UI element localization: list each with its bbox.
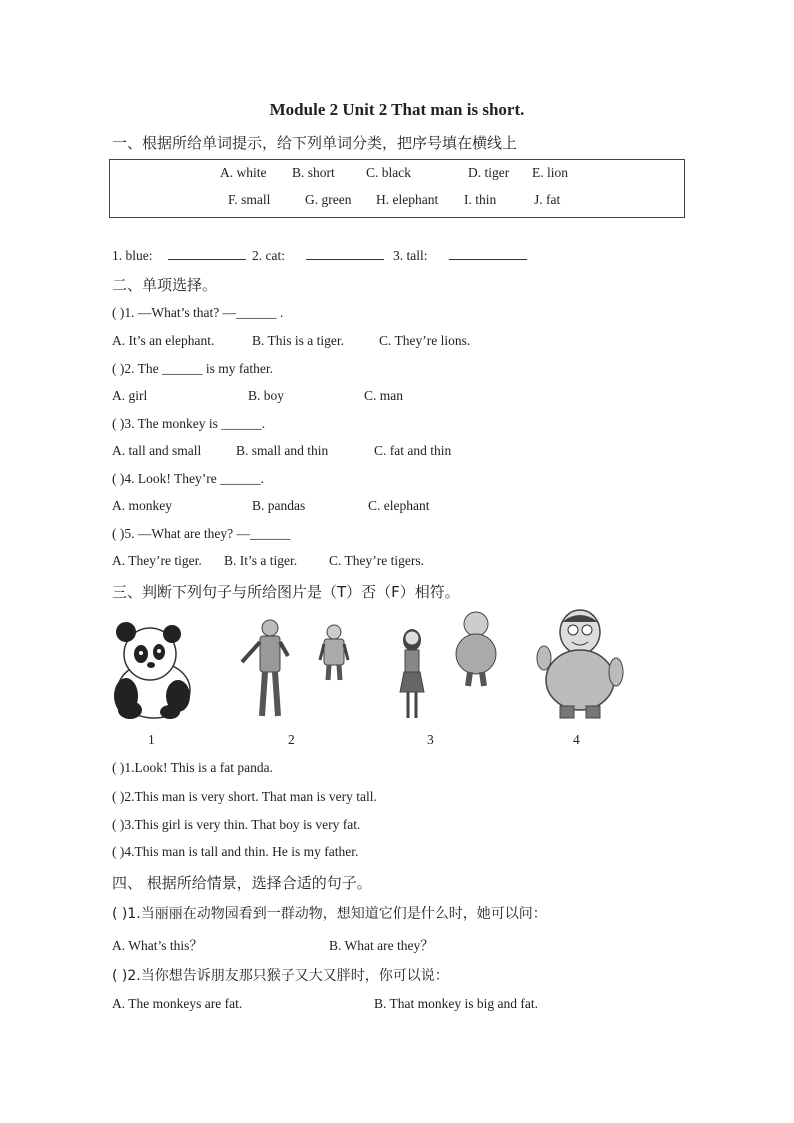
blank-blue[interactable] [168,247,246,260]
mc-q1-stem: ( )1. —What’s that? —______ . [112,305,284,320]
mc-q2-opt-c: C. man [364,388,403,403]
word-i: I. thin [464,192,497,207]
mc-q2-opt-b: B. boy [248,388,285,403]
mc-q4-opt-c: C. elephant [368,498,430,513]
tf-item-2: ( )2.This man is very short. That man is very tall. [112,789,377,804]
section4-heading: 四、 根据所给情景，选择合适的句子。 [112,874,372,892]
situation-q1: ( )1.当丽丽在动物园看到一群动物，想知道它们是什么时，她可以问： [112,906,547,922]
word-a: A. white [220,165,267,180]
blank-label-blue: 1. blue: [112,248,153,263]
word-c: C. black [366,165,411,180]
mc-q1-opt-a: A. It’s an elephant. [112,333,215,348]
section2-heading: 二、单项选择。 [112,276,218,294]
thin-girl-and-fat-boy-illustration [394,610,504,724]
situation-q2: ( )2.当你想告诉朋友那只猴子又大又胖时，你可以说： [112,968,449,984]
situation-q2-opt-a: A. The monkeys are fat. [112,996,243,1011]
blank-tall[interactable] [449,247,527,260]
page-title: Module 2 Unit 2 That man is short. [269,100,525,119]
mc-q4-opt-a: A. monkey [112,498,172,513]
blank-cat[interactable] [306,247,384,260]
mc-q2-opt-a: A. girl [112,388,148,403]
picture-label-2: 2 [288,732,295,747]
blank-line-3 [393,247,527,264]
mc-q1-opt-c: C. They’re lions. [379,333,471,348]
mc-q1-opt-b: B. This is a tiger. [252,333,345,348]
picture-label-3: 3 [427,732,434,747]
tf-item-1: ( )1.Look! This is a fat panda. [112,760,273,775]
situation-q1-opt-a: A. What’s this？ [112,938,203,953]
mc-q3-opt-c: C. fat and thin [374,443,452,458]
mc-q5-opt-a: A. They’re tiger. [112,553,202,568]
word-b: B. short [292,165,335,180]
blank-label-tall: 3. tall: [393,248,428,263]
word-e: E. lion [532,165,568,180]
fat-man-illustration [536,608,624,722]
situation-q1-opt-b: B. What are they？ [329,938,434,953]
blank-label-cat: 2. cat: [252,248,285,263]
mc-q5-opt-c: C. They’re tigers. [329,553,424,568]
situation-q2-opt-b: B. That monkey is big and fat. [374,996,538,1011]
blank-line-1 [112,247,246,264]
mc-q4-opt-b: B. pandas [252,498,306,513]
word-box [109,159,685,218]
panda-illustration [108,618,194,720]
mc-q2-stem: ( )2. The ______ is my father. [112,361,273,376]
tf-item-4: ( )4.This man is tall and thin. He is my father. [112,844,359,859]
section1-heading: 一、根据所给单词提示，给下列单词分类，把序号填在横线上 [112,134,518,152]
mc-q4-stem: ( )4. Look! They’re ______. [112,471,264,486]
word-f: F. small [228,192,271,207]
mc-q3-opt-b: B. small and thin [236,443,329,458]
mc-q5-stem: ( )5. —What are they? —______ [112,526,291,541]
blank-line-2 [252,247,384,264]
word-d: D. tiger [468,165,510,180]
picture-label-4: 4 [573,732,580,747]
tf-item-3: ( )3.This girl is very thin. That boy is very fat. [112,817,361,832]
section3-heading: 三、判断下列句子与所给图片是（T）否（F）相符。 [112,583,460,601]
picture-label-1: 1 [148,732,155,747]
mc-q3-opt-a: A. tall and small [112,443,202,458]
word-g: G. green [305,192,352,207]
word-h: H. elephant [376,192,439,207]
mc-q3-stem: ( )3. The monkey is ______. [112,416,266,431]
tall-and-short-men-illustration [232,616,356,722]
word-j: J. fat [534,192,561,207]
mc-q5-opt-b: B. It’s a tiger. [224,553,298,568]
